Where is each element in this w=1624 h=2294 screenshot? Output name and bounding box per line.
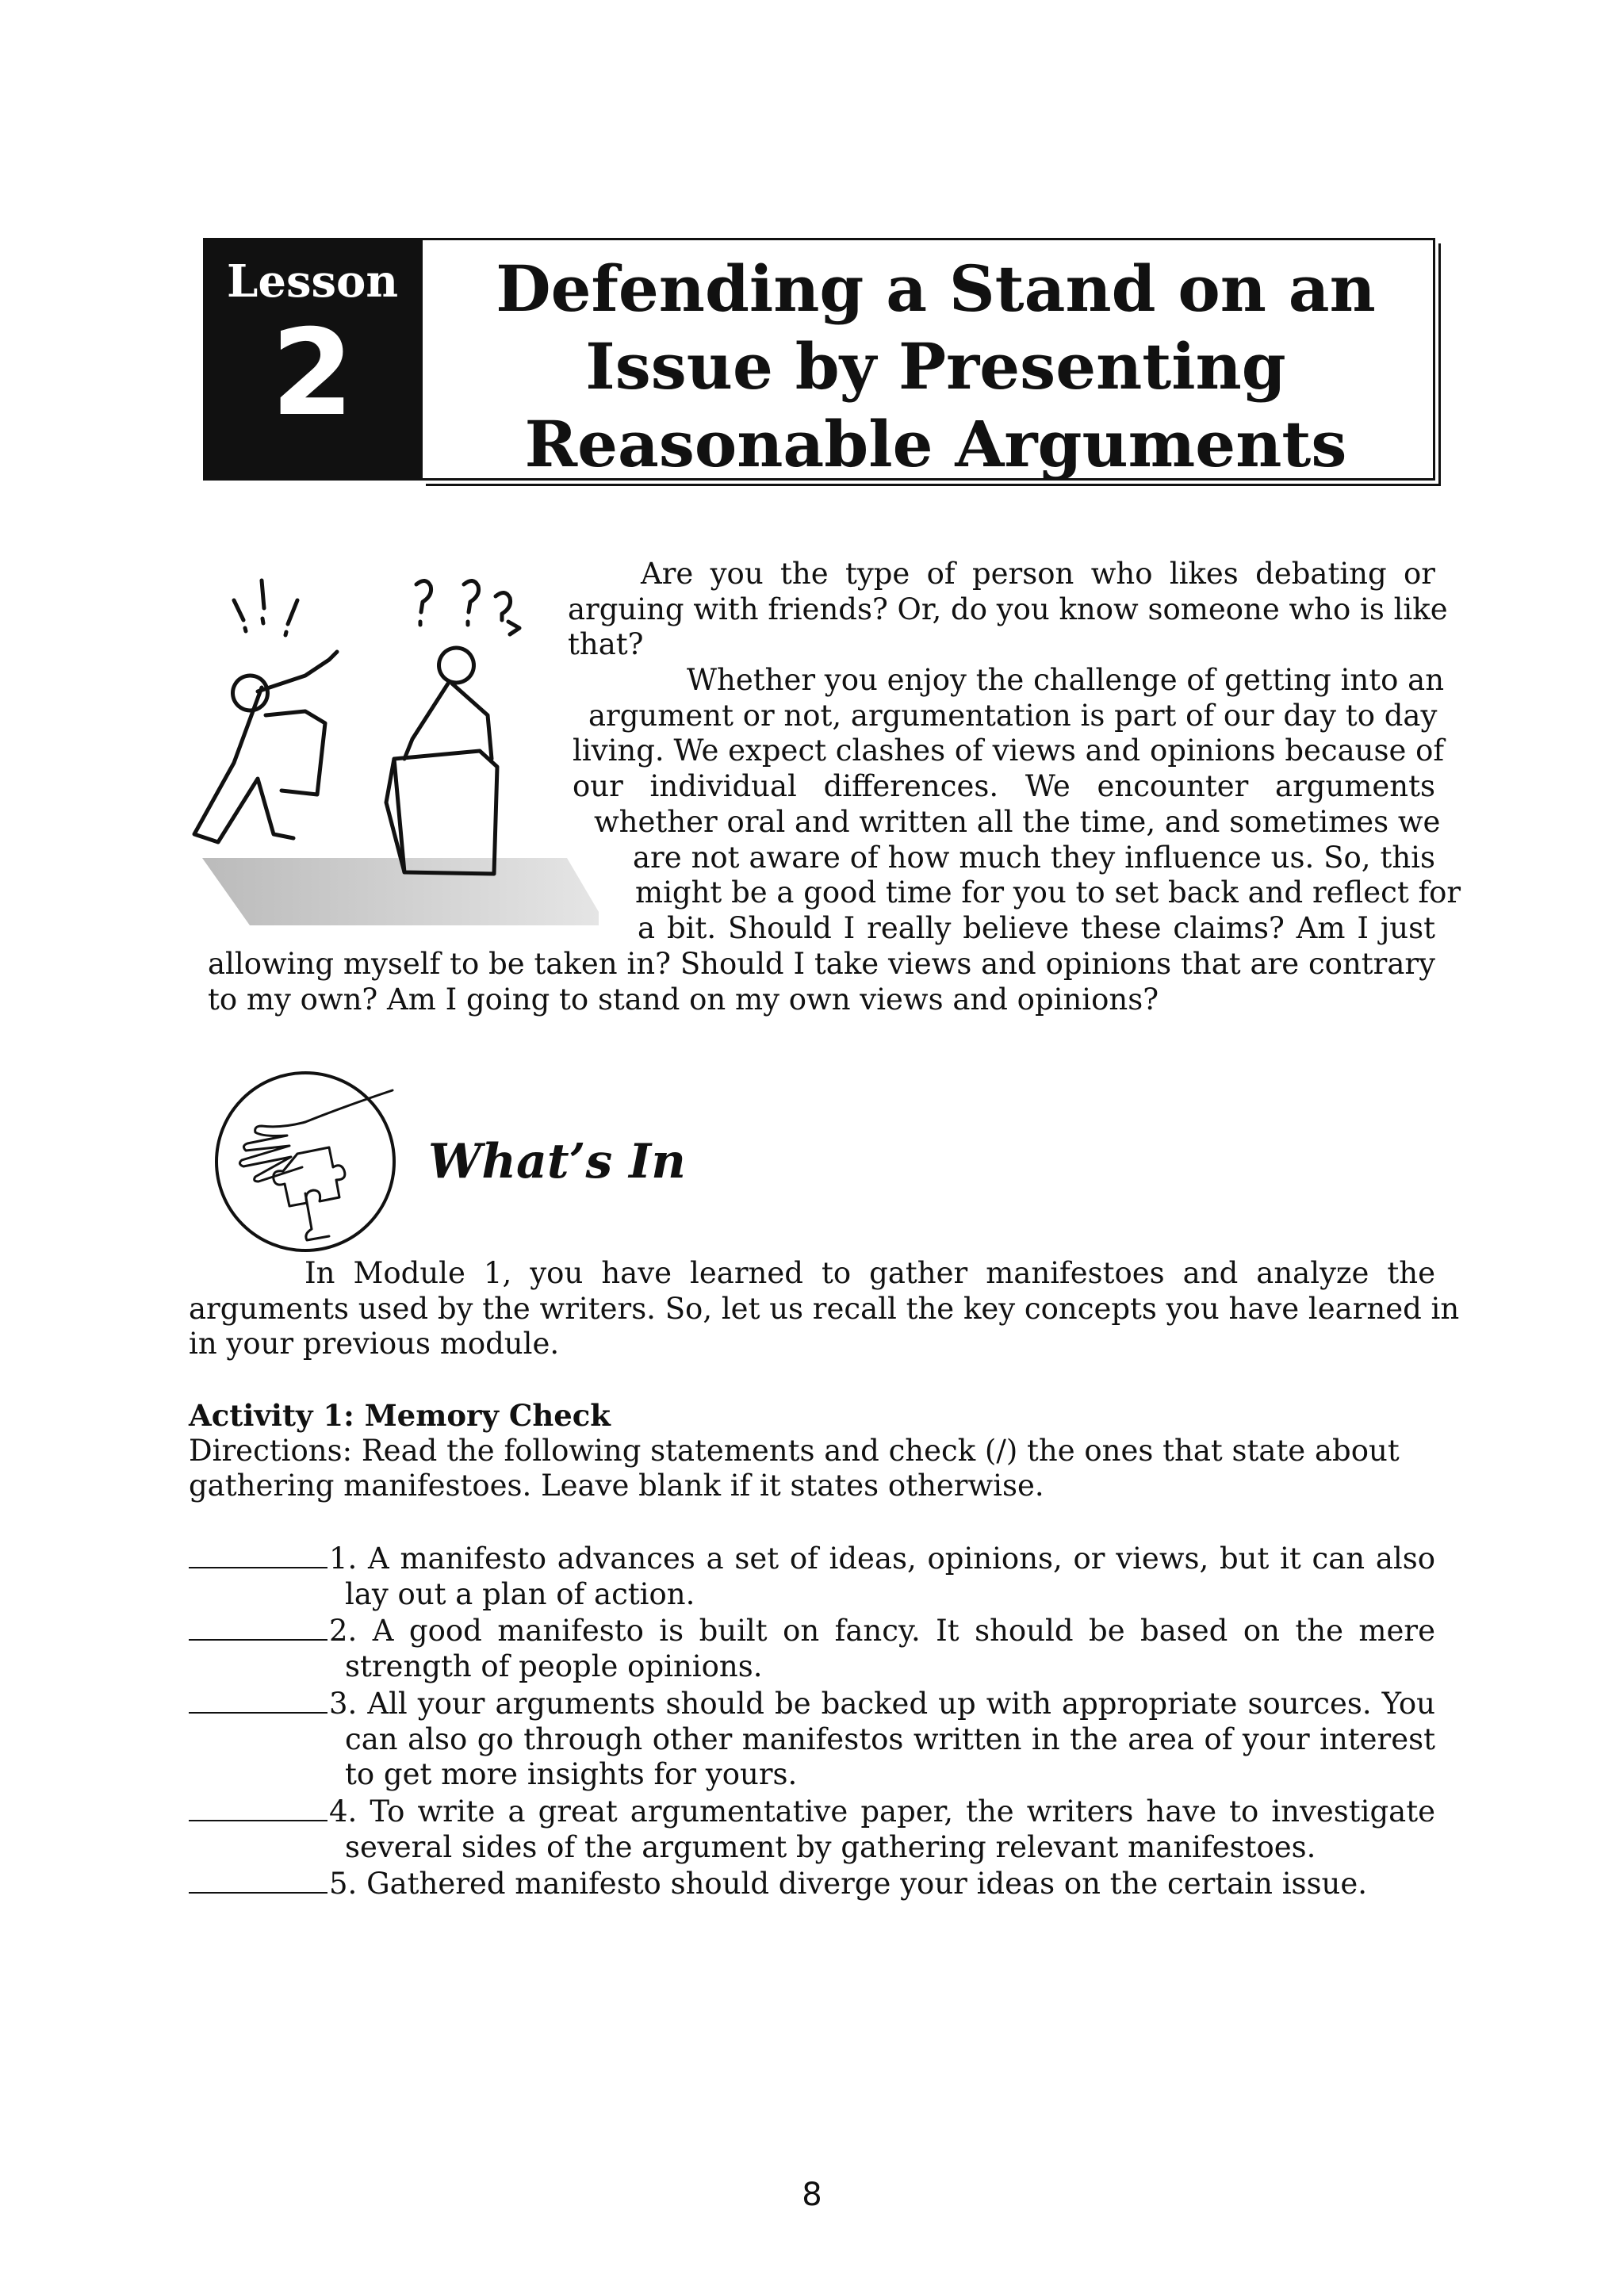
answer-blank[interactable] [189,1793,327,1821]
intro-line: argument or not, argumentation is part of our day to day [588,698,1438,733]
whats-in-line: In Module 1, you have learned to gather manifestoes and analyze the [304,1256,1435,1290]
whats-in-paragraph [189,1256,1460,1362]
intro-line: whether oral and written all the time, and sometimes we [594,804,1441,839]
checklist-item-continued: several sides of the argument by gathering relevant manifestoes. [345,1829,1316,1864]
page-number: 8 [802,2177,822,2213]
directions-line: gathering manifestoes. Leave blank if it states otherwise. [189,1469,1044,1503]
intro-paragraph-2 [568,663,1461,947]
intro-paragraph [568,557,1448,663]
puzzle-hand-icon [210,1067,400,1257]
intro-line: a bit. Should I really believe these claims? Am I just [638,910,1435,945]
whats-in-line: in your previous module. [189,1327,560,1361]
answer-blank[interactable] [189,1865,327,1894]
directions-line: Directions: Read the following statements and check (/) the ones that state about [189,1433,1400,1468]
lesson-title-line: Defending a Stand on an [496,251,1376,326]
whats-in-line: arguments used by the writers. So, let us recall the key concepts you have learned in [189,1291,1460,1326]
checklist-item: 3. All your arguments should be backed up with appropriate sources. You [189,1685,1435,1722]
checklist-item: 4. To write a great argumentative paper, the writers have to investigate [189,1793,1435,1830]
intro-line: allowing myself to be taken in? Should I take views and opinions that are contrary [208,947,1435,981]
checklist [189,1540,1435,1902]
lesson-number: 2 [270,304,354,442]
checklist-item-continued: lay out a plan of action. [345,1576,695,1611]
lesson-title-frame [420,238,1435,481]
checklist-item: 5. Gathered manifesto should diverge your ideas on the certain issue. [189,1865,1435,1902]
lesson-title-line: Reasonable Arguments [524,407,1347,481]
lesson-label: Lesson [226,255,399,308]
checklist-item-continued: can also go through other manifestos written in the area of your interest [345,1721,1435,1756]
intro-line: might be a good time for you to set back and reflect for [635,875,1461,910]
intro-paragraph-3 [208,947,1435,1017]
section-heading: What’s In [428,1134,686,1189]
lesson-badge [203,238,422,481]
checklist-item-continued: to get more insights for yours. [345,1757,798,1792]
activity-block [189,1398,1435,1504]
intro-line: to my own? Am I going to stand on my own views and opinions? [208,982,1159,1017]
lesson-title [446,250,1425,483]
checklist-item: 1. A manifesto advances a set of ideas, opinions, or views, but it can also [189,1540,1435,1577]
intro-line: living. We expect clashes of views and opinions because of [573,733,1445,768]
answer-blank[interactable] [189,1612,327,1641]
intro-line: Whether you enjoy the challenge of getting into an [687,663,1445,697]
debaters-illustration [186,565,599,937]
intro-line: Are you the type of person who likes debating or [641,557,1435,591]
intro-line: that? [568,627,644,662]
checklist-item-continued: strength of people opinions. [345,1649,763,1684]
intro-line: arguing with friends? Or, do you know someone who is like [568,592,1448,626]
activity-title: Activity 1: Memory Check [189,1398,611,1433]
answer-blank[interactable] [189,1540,327,1568]
lesson-title-line: Issue by Presenting [585,329,1286,404]
intro-line: are not aware of how much they influence us. So, this [633,840,1435,875]
intro-line: our individual differences. We encounter arguments [573,769,1435,804]
checklist-item: 2. A good manifesto is built on fancy. It should be based on the mere [189,1612,1435,1649]
answer-blank[interactable] [189,1685,327,1714]
